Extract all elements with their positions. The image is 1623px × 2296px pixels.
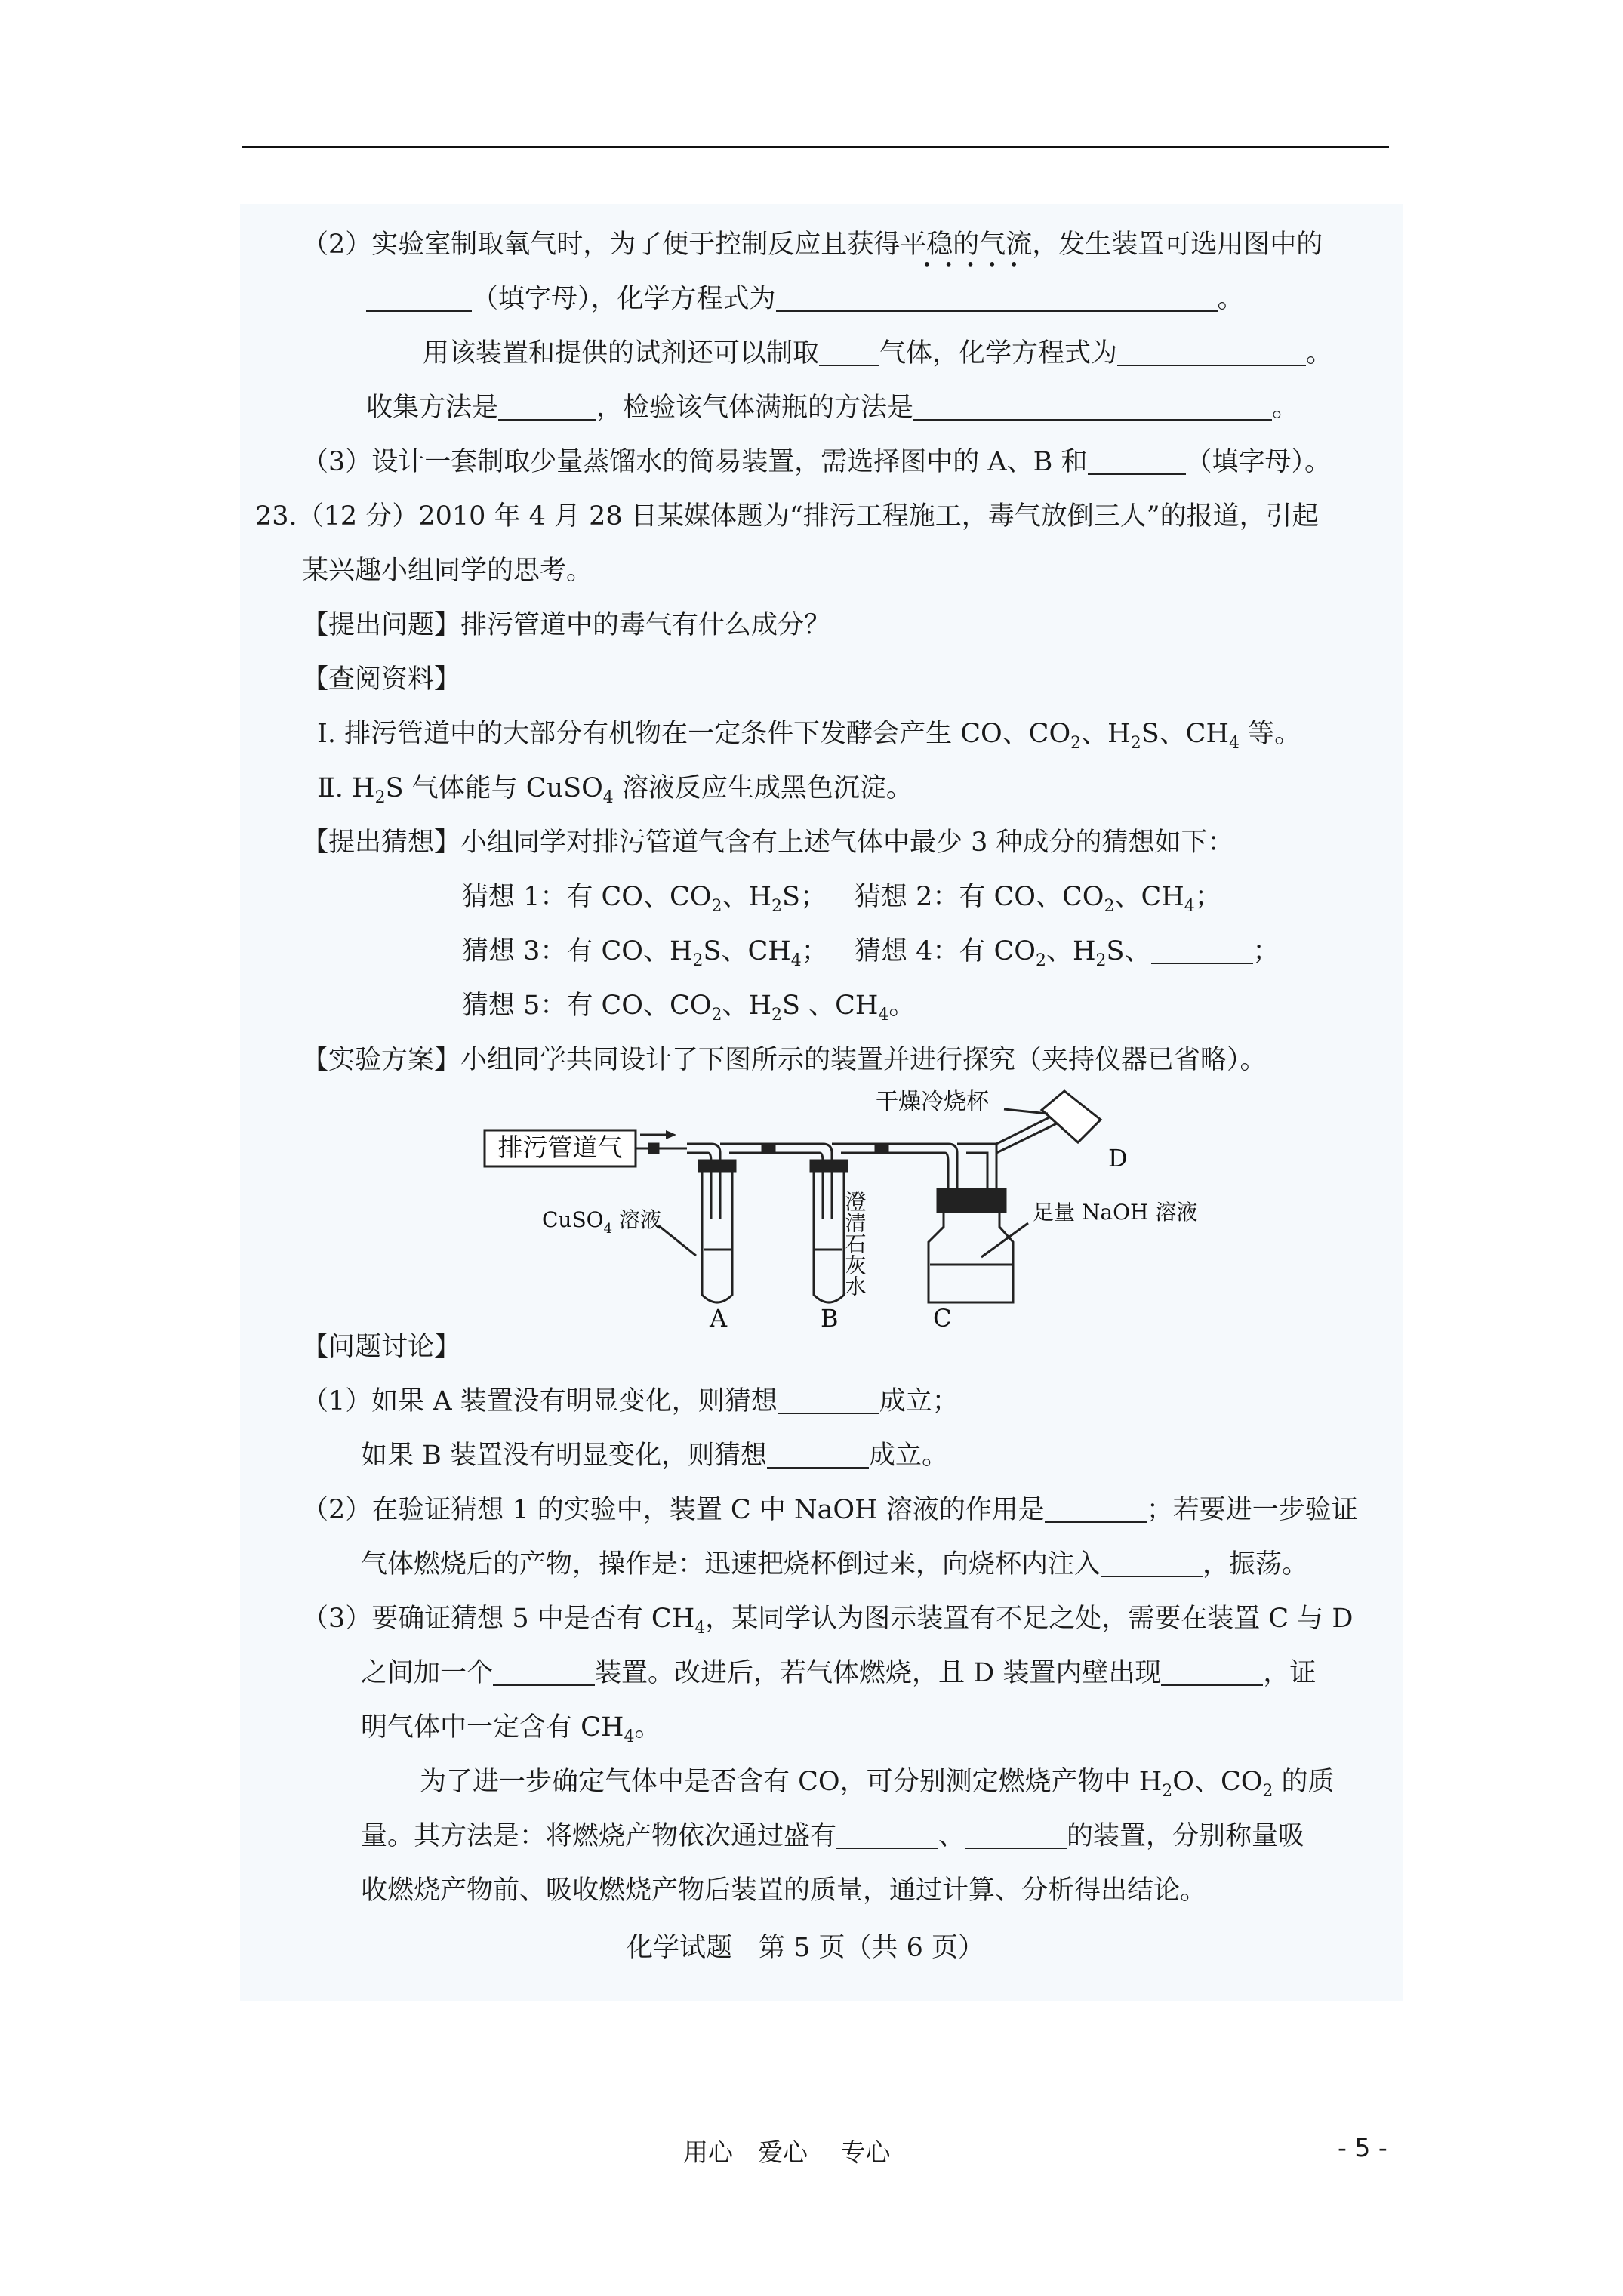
discussion-1a: （1）如果 A 装置没有明显变化，则猜想 成立； [302,1386,959,1416]
bottom-footer: 用心 爱心 专心 [683,2137,891,2167]
page-footer: 化学试题 第 5 页（共 6 页） [627,1933,985,1963]
q23-question: 【提出问题】排污管道中的毒气有什么成分？ [302,610,831,640]
guess-5: 猜想 5：有 CO、$CO_2$、$H_2S$ 、$CH_4$。 [462,991,916,1025]
q23-heading: 23.（12 分）2010 年 4 月 28 日某媒体题为“排污工程施工，毒气放倒三人”的报道，引起 [255,501,1319,532]
label-d: D [1108,1144,1128,1173]
discussion-4a: 为了进一步确定气体中是否含有 CO，可分别测定燃烧产物中 $H_2O$、$CO_2$ 的质 [420,1767,1335,1801]
guess-3: 猜想 3：有 CO、$H_2S$、$CH_4$； [462,936,828,970]
header-rule [242,146,1389,148]
naoh-label: 足量 NaOH 溶液 [1033,1200,1198,1225]
discussion-3b: 之间加一个 装置。改进后，若气体燃烧，且 D 装置内壁出现 ，证 [361,1658,1317,1688]
q23-reference-1: Ⅰ. 排污管道中的大部分有机物在一定条件下发酵会产生 CO、$CO_2$、$H_2S$、$CH_4$ 等。 [317,719,1301,753]
q23-heading-cont: 某兴趣小组同学的思考。 [302,556,593,586]
guess-2: 猜想 2：有 CO、$CO_2$、$CH_4$； [855,882,1221,916]
discussion-3c: 明气体中一定含有 $CH_4$。 [361,1712,661,1746]
discussion-4c: 收燃烧产物前、吸收燃烧产物后装置的质量，通过计算、分析得出结论。 [361,1875,1207,1906]
label-b: B [821,1304,839,1333]
discussion-2b: 气体燃烧后的产物，操作是：迅速把烧杯倒过来，向烧杯内注入 ，振荡。 [361,1549,1309,1579]
q23-reference-2: Ⅱ. $H_2S$ 气体能与 CuSO$_4$ 溶液反应生成黑色沉淀。 [317,773,913,807]
q22-part2-line3: 用该装置和提供的试剂还可以制取 气体，化学方程式为 。 [423,338,1333,368]
discussion-1b: 如果 B 装置没有明显变化，则猜想 成立。 [361,1441,948,1471]
q22-part2-line2: （填字母），化学方程式为 。 [366,282,1244,316]
q22-part3: （3）设计一套制取少量蒸馏水的简易装置，需选择图中的 A、B 和 （填字母）。 [302,447,1332,477]
q23-discussion-title: 【问题讨论】 [302,1332,461,1362]
apparatus-diagram [468,1083,1198,1333]
q22-part2-line4: 收集方法是 ，检验该气体满瓶的方法是 。 [366,393,1299,423]
cup-label: 干燥冷烧杯 [876,1089,989,1115]
discussion-2a: （2）在验证猜想 1 的实验中，装置 C 中 NaOH 溶液的作用是 ；若要进一步验证 [302,1495,1358,1525]
q23-plan: 【实验方案】小组同学共同设计了下图所示的装置并进行探究（夹持仪器已省略）。 [302,1045,1267,1075]
page-number: - 5 - [1338,2133,1387,2162]
bottle-c [929,1212,1013,1302]
tube-a [702,1166,732,1302]
beaker-d [1042,1091,1101,1142]
discussion-3a: （3）要确证猜想 5 中是否有 $CH_4$，某同学认为图示装置有不足之处，需要在装置 C 与 D [302,1604,1354,1638]
emphasis-dots: ••••• [922,255,1031,273]
tube-b [814,1166,844,1302]
q23-hypothesis-intro: 【提出猜想】小组同学对排污管道气含有上述气体中最少 3 种成分的猜想如下： [302,827,1234,858]
discussion-4b: 量。其方法是：将燃烧产物依次通过盛有 、 的装置，分别称量吸 [361,1821,1305,1851]
limewater-label: 澄清石灰水 [842,1191,867,1296]
q23-references-title: 【查阅资料】 [302,664,461,695]
label-a: A [710,1304,728,1333]
label-c: C [933,1304,952,1333]
cuso4-label: CuSO$_4$ 溶液 [542,1207,661,1237]
guess-4: 猜想 4：有 $CO_2$、$H_2S$、 ； [855,936,1280,970]
q22-part2-line1: （2）实验室制取氧气时，为了便于控制反应且获得平稳的气流，发生装置可选用图中的 [302,230,1323,260]
guess-1: 猜想 1：有 CO、$CO_2$、$H_2S$； [462,882,827,916]
source-label: 排污管道气 [497,1133,623,1162]
